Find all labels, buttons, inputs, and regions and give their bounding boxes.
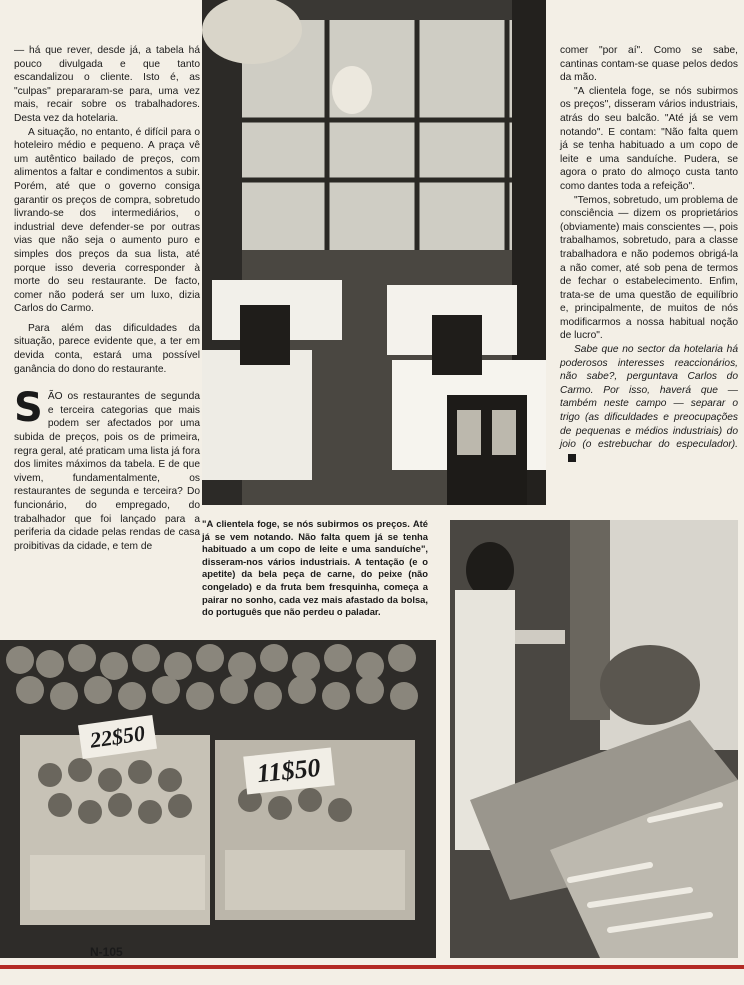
price-tag-right: 11$50: [243, 748, 334, 795]
bottom-rule: [0, 965, 744, 969]
fish-market-photo: [450, 520, 738, 958]
left-text-column: [14, 44, 200, 553]
left-paragraph-3: Para além das dificuldades da situação, parece evidente que, a ter em devida conta, estará uma possível ganância do dono do restaurante.: [14, 322, 200, 375]
right-paragraph-2: "A clientela foge, se nós subirmos os preços", disseram vários industriais, atrás do seu balcão. "Até já se vem notando". E contam: "Não falta quem já se tenha habituado a um copo de leite e uma sanduíche. Pudera, se agora o prato do almoço custa tanto como dantes toda a refeição".: [560, 85, 738, 192]
right-paragraph-3: "Temos, sobretudo, um problema de consciência — dizem os proprietários (obviamente) mais conscientes —, pois trabalhamos, sobretudo, para a classe trabalhadora e não podemos obrigá-la a não comer, até sob pena de termos de fechar o estabelecimento. Enfim, trata-se de uma questão de equilíbrio e, principalmente, de muitos de nós modificarmos a nossa habitual noção de lucro".: [560, 194, 738, 342]
right-paragraph-4-text: Sabe que no sector da hotelaria há poderosos interesses reaccionários, não sabe?, perguntava Carlos do Carmo. Por isso, haverá que — também neste campo — separar o trigo (as dificuldades e preocupações de pequenas e médios industriais) do joio (o estrebuchar do especulador).: [560, 344, 738, 451]
right-text-column: [560, 44, 738, 465]
price-tag-left: 22$50: [78, 715, 157, 759]
restaurant-interior-photo: [202, 0, 546, 505]
end-mark: [568, 454, 576, 462]
left-paragraph-4-text: ÃO os restaurantes de segunda e terceira categorias que mais podem ser afectados por uma subida de preços, pois os de primeira, regra geral, até praticam uma lista já fora dos limites máximos da tabela. E de que vivem, fundamentalmente, os restaurantes de segunda e terceira? Do funcionário, do empregado, do trabalhador que foi lançado para a periferia da cidade pelas rendas de casa proibitivas da cidade, e tem de: [14, 391, 200, 552]
right-paragraph-4: [560, 343, 738, 465]
left-paragraph-2: A situação, no entanto, é difícil para o hoteleiro médio e pequeno. A praça vê um autêntico bailado de preços, com alimentos a faltar e condimentos a subir. Porém, até que o governo consiga garantir os preços de compra, sobretudo livrando-se dos intermediários, o industrial deve defender-se por outras vias que não seja o aumento puro e simples dos preços da sua lista, até porque isso deveria corresponder à morte do seu restaurante. De facto, comer não poderá ser um luxo, dizia Carlos do Carmo.: [14, 126, 200, 315]
photo-caption: "A clientela foge, se nós subirmos os preços. Até já se vem notando. Não falta quem já se tenha habituado a um copo de leite e uma sanduíche", disseram-nos vários industriais. A tentação (e o apetite) da bela peça de carne, do peixe (não congelado) e da fruta bem fresquinha, começa a pairar no sonho, cada vez mais afastado da bolsa, do português que não perdeu o paladar.: [202, 518, 428, 618]
left-paragraph-4: [14, 385, 200, 553]
fruit-crates-photo: [0, 640, 436, 958]
right-paragraph-1: comer "por aí". Como se sabe, cantinas contam-se quase pelos dedos da mão.: [560, 45, 738, 84]
crate-stamp: N-105: [90, 945, 123, 959]
left-paragraph-1: — há que rever, desde já, a tabela há pouco divulgada e que tanto escandalizou o cliente. Isto é, as "culpas" prepararam-se para, uma vez mais, recair sobre os trabalhadores. Desta vez da hotelaria.: [14, 45, 200, 124]
drop-cap: S: [14, 385, 43, 432]
